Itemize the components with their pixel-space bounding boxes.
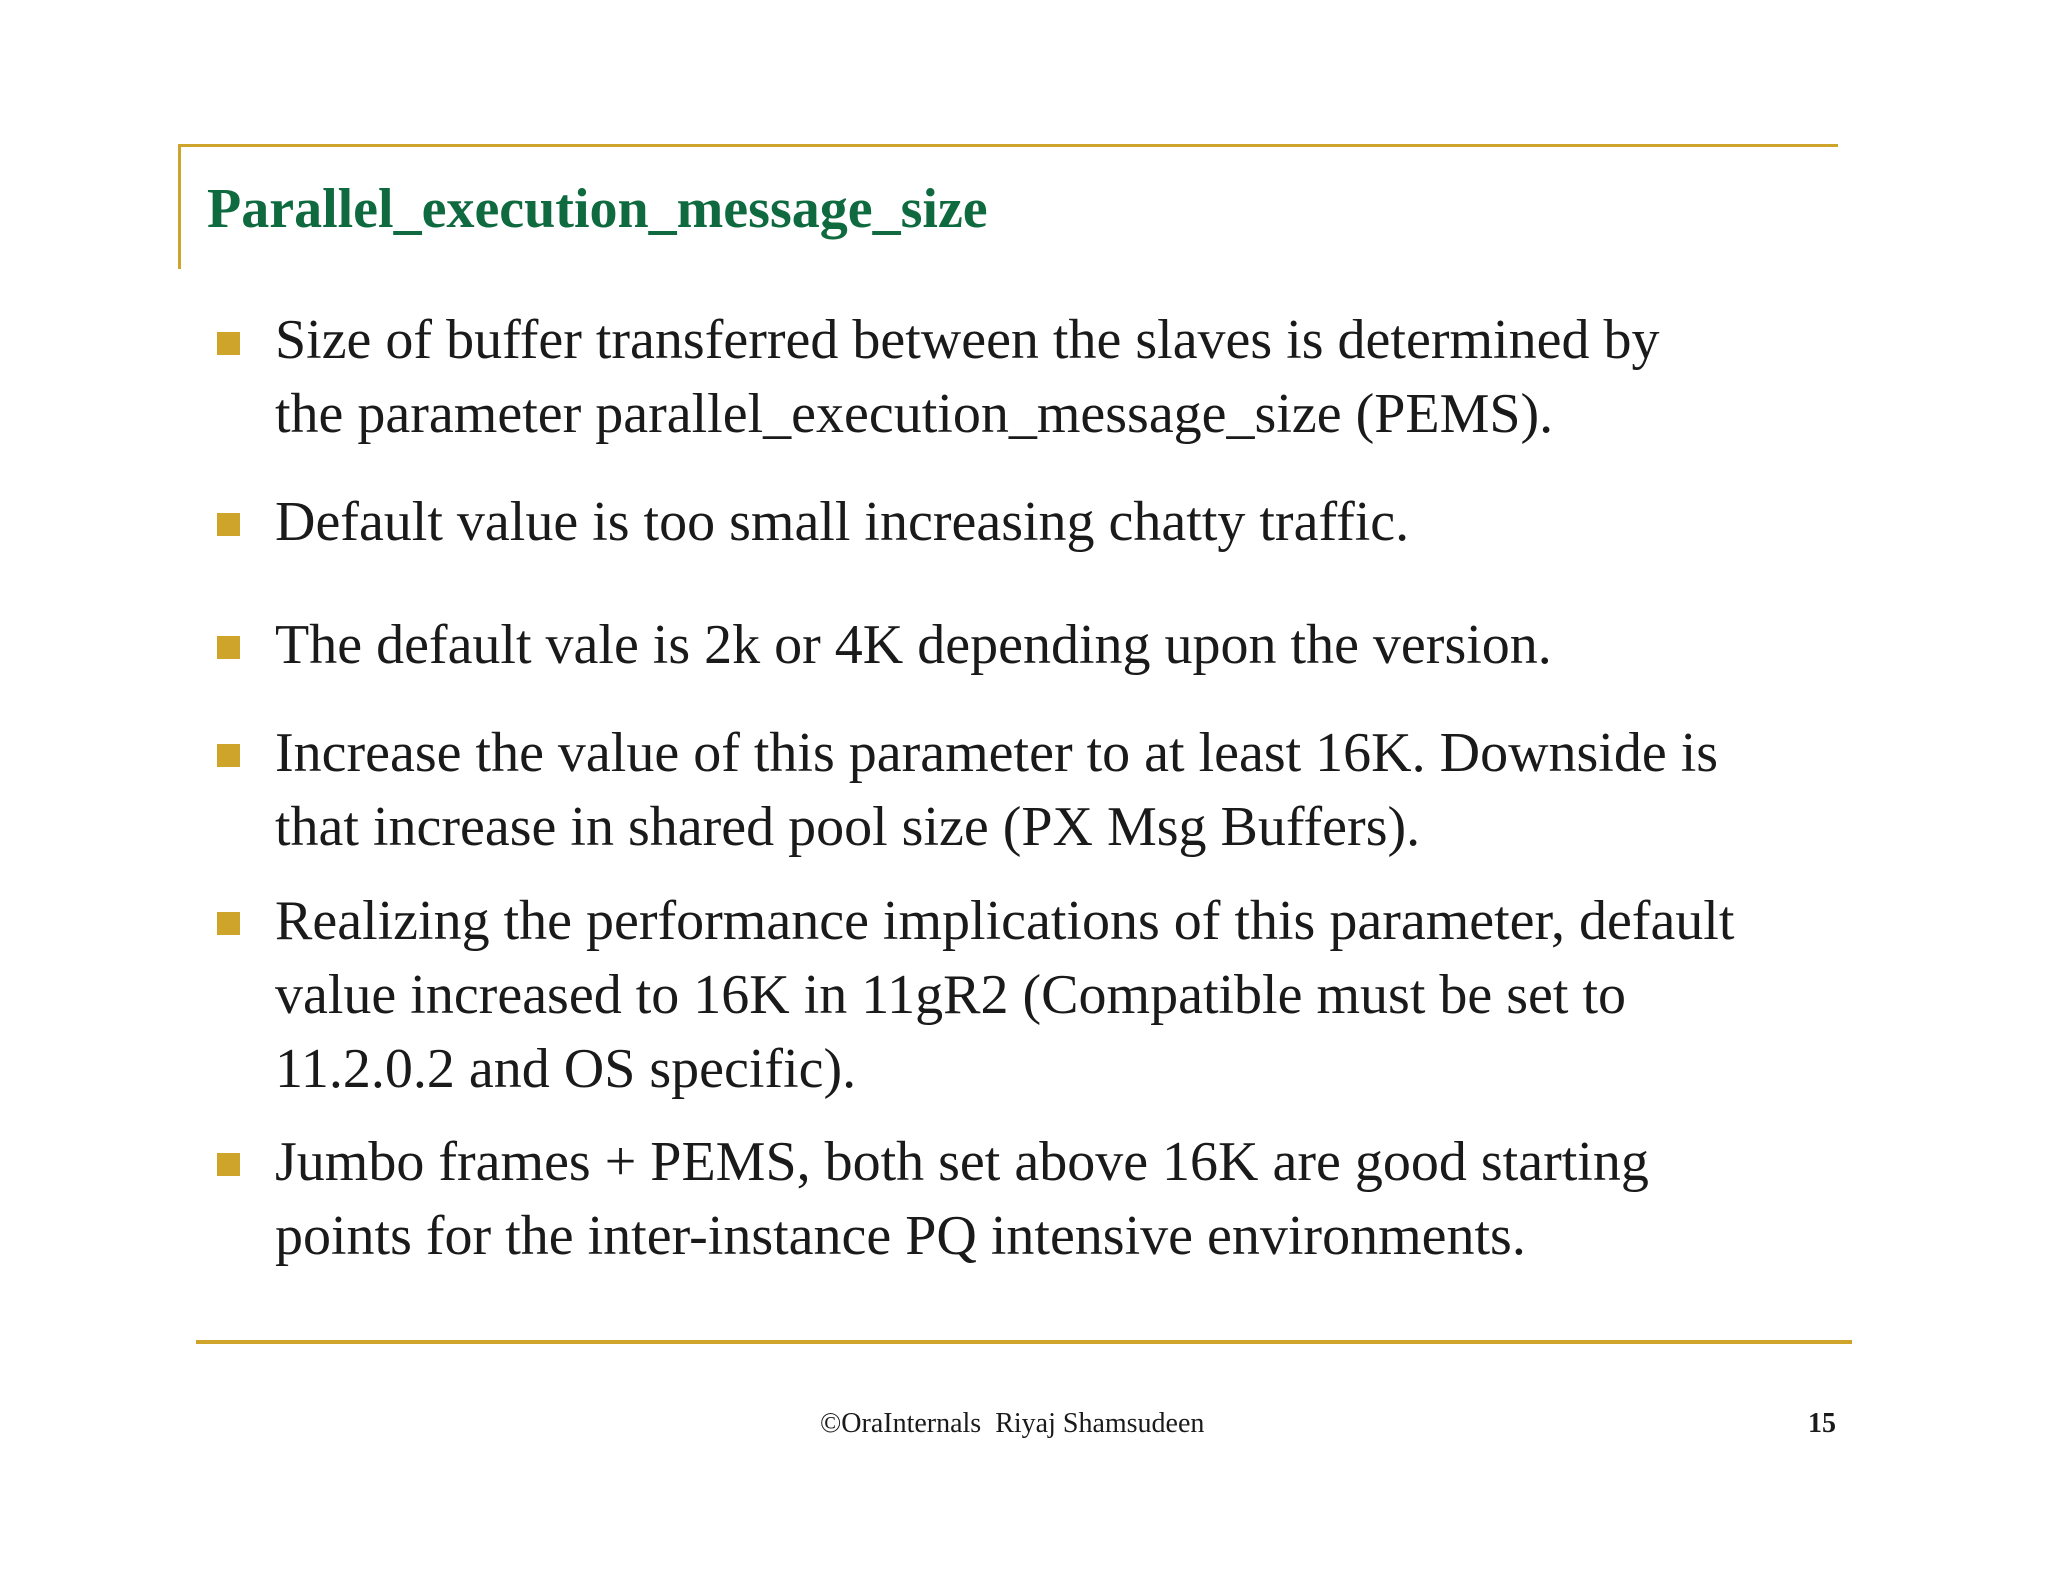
square-bullet-icon bbox=[217, 1153, 240, 1176]
slide-title: Parallel_execution_message_size bbox=[207, 178, 988, 240]
square-bullet-icon bbox=[217, 332, 240, 355]
bullet-text: Default value is too small increasing chatty traffic. bbox=[275, 491, 1410, 553]
bullet-text: Increase the value of this parameter to at least 16K. Downside is that increase in shared pool size (PX Msg Buffers). bbox=[275, 722, 1719, 858]
square-bullet-icon bbox=[217, 744, 240, 767]
bullet-text: The default vale is 2k or 4K depending upon the version. bbox=[275, 614, 1552, 676]
square-bullet-icon bbox=[217, 912, 240, 935]
footer-copyright: ©OraInternals Riyaj Shamsudeen bbox=[820, 1408, 1205, 1439]
footer-rule bbox=[196, 1340, 1852, 1344]
square-bullet-icon bbox=[217, 513, 240, 536]
bullet-text: Size of buffer transferred between the slaves is determined by the parameter parallel_execution_message_size (PEMS). bbox=[275, 309, 1660, 445]
page-number: 15 bbox=[1808, 1408, 1836, 1439]
square-bullet-icon bbox=[217, 636, 240, 659]
bullet-text: Jumbo frames + PEMS, both set above 16K are good starting points for the inter-instance PQ intensive environments. bbox=[275, 1131, 1649, 1267]
bullet-text: Realizing the performance implications of this parameter, default value increased to 16K in 11gR2 (Compatible must be set to 11.2.0.2 and OS specific). bbox=[275, 890, 1735, 1100]
